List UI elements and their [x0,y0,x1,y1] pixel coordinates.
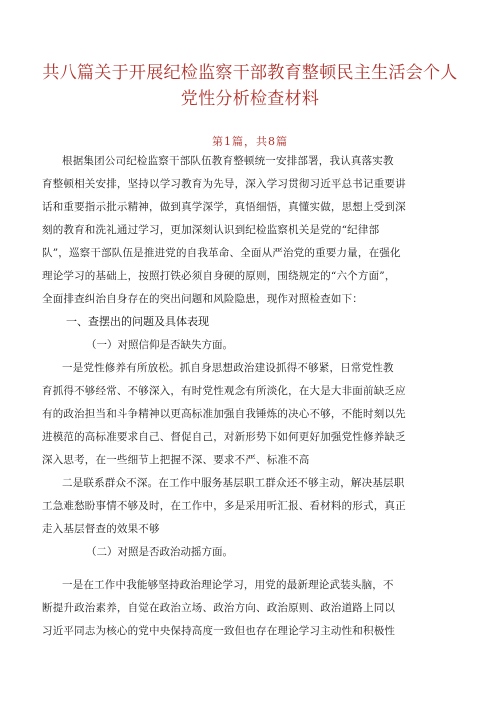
intro-line: 话和重要指示批示精神，做到真学深学，真悟细悟，真懂实做，思想上受到深 [42,201,406,213]
section-heading: 一、查摆出的问题及具体表现 [66,315,209,328]
paragraph-line: 习近平同志为核心的党中央保持高度一致但也存在理论学习主动性和积极性 [42,625,396,637]
intro-line: 全面排查纠治自身存在的突出问题和风险隐患，现作对照检查如下： [42,293,363,305]
document-subtitle: 第1篇，共8篇 [212,135,288,148]
paragraph-line: 育抓得不够经常、不够深入，有时党性观念有所淡化，在大是大非面前缺乏应 [42,385,406,397]
paragraph-line: 走入基层督查的效果不够 [42,523,160,535]
intro-line: 育整顿相关安排，坚持以学习教育为先导，深入学习贯彻习近平总书记重要讲 [42,178,406,190]
intro-line: 刻的教育和洗礼通过学习，更加深刻认识到纪检监察机关是党的“纪律部 [42,224,380,236]
paragraph-line: 深入思考，在一些细节上把握不深、要求不严、标准不高 [42,454,310,466]
document-title-line-2: 党性分析检查材料 [180,89,320,109]
paragraph-line: 一是党性修养有所放松。抓自身思想政治建设抓得不够紧，日常党性教 [62,362,394,374]
intro-line: 理论学习的基础上，按照打铁必须自身硬的原则，围绕规定的“六个方面”， [42,270,396,282]
subsection-heading: （二）对照是否政治动摇方面。 [86,546,233,558]
intro-line: 根据集团公司纪检监察干部队伍教育整顿统一安排部署，我认真落实教 [62,155,394,167]
paragraph-line: 工急难愁盼事情不够及时，在工作中，多是采用听汇报、看材料的形式，真正 [42,500,406,512]
paragraph-line: 二是联系群众不深。在工作中服务基层职工群众还不够主动，解决基层职 [62,477,405,489]
paragraph-line: 进模范的高标准要求自己、督促自己，对新形势下如何更好加强党性修养缺乏 [42,431,406,443]
paragraph-line: 有的政治担当和斗争精神以更高标准加强自我锤炼的决心不够，不能时刻以先 [42,408,406,420]
subsection-heading: （一）对照信仰是否缺失方面。 [86,339,233,351]
intro-line: 队”，巡察干部队伍是推进党的自我革命、全面从严治党的重要力量，在强化 [42,247,401,259]
document-title-line-1: 共八篇关于开展纪检监察干部教育整顿民主生活会个人 [42,63,458,83]
paragraph-line: 一是在工作中我能够坚持政治理论学习，用党的最新理论武装头脑，不 [62,579,394,591]
paragraph-line: 断提升政治素养，自觉在政治立场、政治方向、政治原则、政治道路上同以 [42,602,396,614]
